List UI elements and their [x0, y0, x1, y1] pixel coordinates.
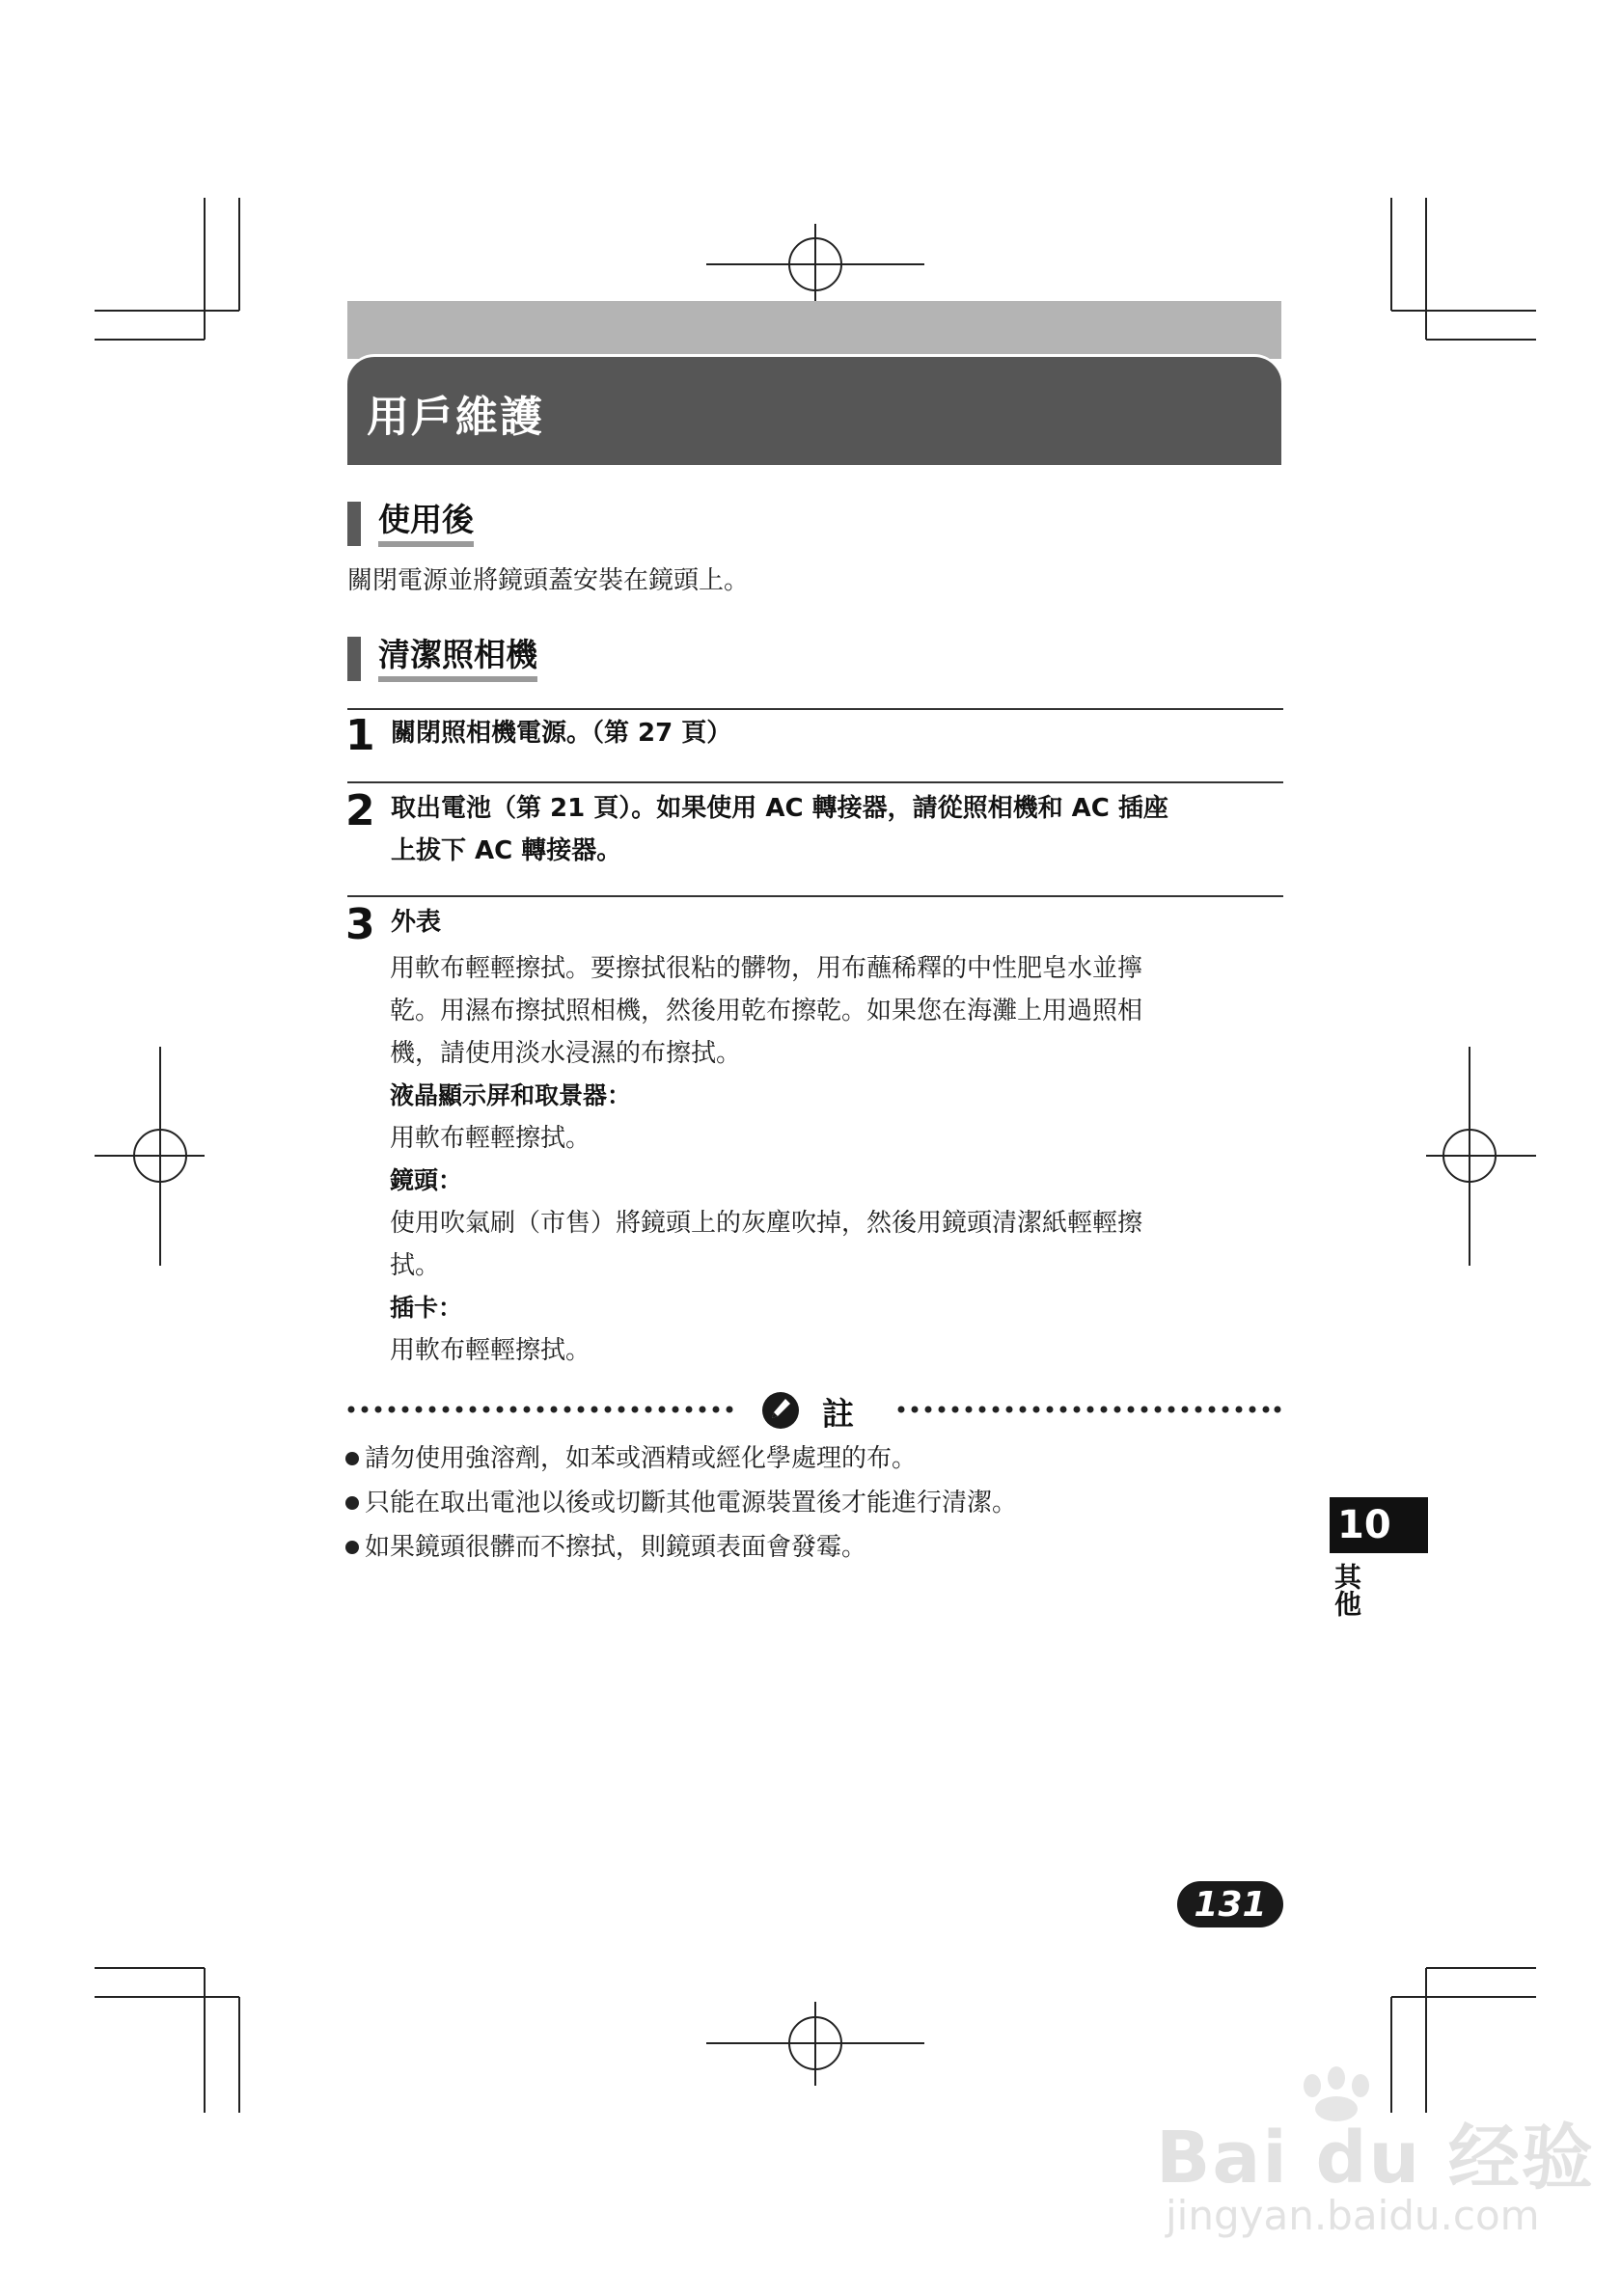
step-number: 1 — [345, 711, 375, 760]
note-item-text: 如果鏡頭很髒而不擦拭，則鏡頭表面會發霉。 — [365, 1533, 867, 1562]
bullet-icon — [345, 1541, 359, 1554]
step-divider — [347, 895, 1283, 897]
section-title: 清潔照相機 — [378, 636, 537, 682]
chapter-tab-number: 10 — [1330, 1497, 1428, 1553]
step-text-line: 上拔下 AC 轉接器。 — [391, 836, 622, 865]
header-grey-band — [347, 301, 1281, 359]
section-heading-cleaning — [347, 635, 537, 683]
note-item — [345, 1528, 866, 1567]
step-number: 3 — [345, 900, 375, 949]
watermark-url: jingyan.baidu.com — [1166, 2192, 1540, 2239]
header-dark-band — [347, 357, 1281, 465]
subitem-label-lcd: 液晶顯示屏和取景器： — [390, 1081, 632, 1109]
step-text: 關閉照相機電源。（第 27 頁） — [391, 719, 732, 748]
step-body-line: 機，請使用淡水浸濕的布擦拭。 — [390, 1039, 742, 1068]
step-title: 外表 — [391, 908, 442, 937]
chapter-header — [347, 301, 1281, 465]
step-divider — [347, 781, 1283, 783]
section-heading-after-use — [347, 500, 474, 548]
pencil-note-icon — [760, 1390, 801, 1431]
step-body-line: 乾。用濕布擦拭照相機，然後用乾布擦乾。如果您在海灘上用過照相 — [390, 997, 1143, 1025]
note-item — [345, 1439, 917, 1478]
step-number: 2 — [345, 786, 375, 835]
subitem-label-card: 插卡： — [390, 1294, 463, 1322]
watermark-logo: Bai du 经验 — [1156, 2117, 1595, 2200]
subitem-text-lens: 拭。 — [390, 1251, 441, 1280]
section-title: 使用後 — [378, 501, 474, 547]
step-text-line: 取出電池（第 21 頁）。如果使用 AC 轉接器，請從照相機和 AC 插座 — [391, 794, 1168, 823]
section-marker — [347, 637, 361, 681]
chapter-title: 用戶維護 — [367, 393, 544, 442]
subitem-text-card: 用軟布輕輕擦拭。 — [390, 1336, 591, 1365]
note-item-text: 只能在取出電池以後或切斷其他電源裝置後才能進行清潔。 — [365, 1489, 1018, 1517]
chapter-tab-name: 其他 — [1331, 1563, 1362, 1617]
subitem-label-lens: 鏡頭： — [390, 1166, 463, 1194]
note-divider — [345, 1385, 1283, 1434]
step-body-line: 用軟布輕輕擦拭。要擦拭很粘的髒物，用布蘸稀釋的中性肥皂水並擰 — [390, 954, 1143, 983]
note-label: 註 — [822, 1395, 854, 1433]
subitem-text-lcd: 用軟布輕輕擦拭。 — [390, 1124, 591, 1153]
step-divider — [347, 708, 1283, 710]
section-marker — [347, 502, 361, 546]
bullet-icon — [345, 1496, 359, 1510]
bullet-icon — [345, 1452, 359, 1465]
note-item — [345, 1484, 1017, 1522]
note-item-text: 請勿使用強溶劑，如苯或酒精或經化學處理的布。 — [365, 1444, 918, 1473]
page-number: 131 — [1177, 1881, 1283, 1927]
after-use-text: 關閉電源並將鏡頭蓋安裝在鏡頭上。 — [347, 566, 750, 595]
subitem-text-lens: 使用吹氣刷（市售）將鏡頭上的灰塵吹掉，然後用鏡頭清潔紙輕輕擦 — [390, 1209, 1143, 1238]
